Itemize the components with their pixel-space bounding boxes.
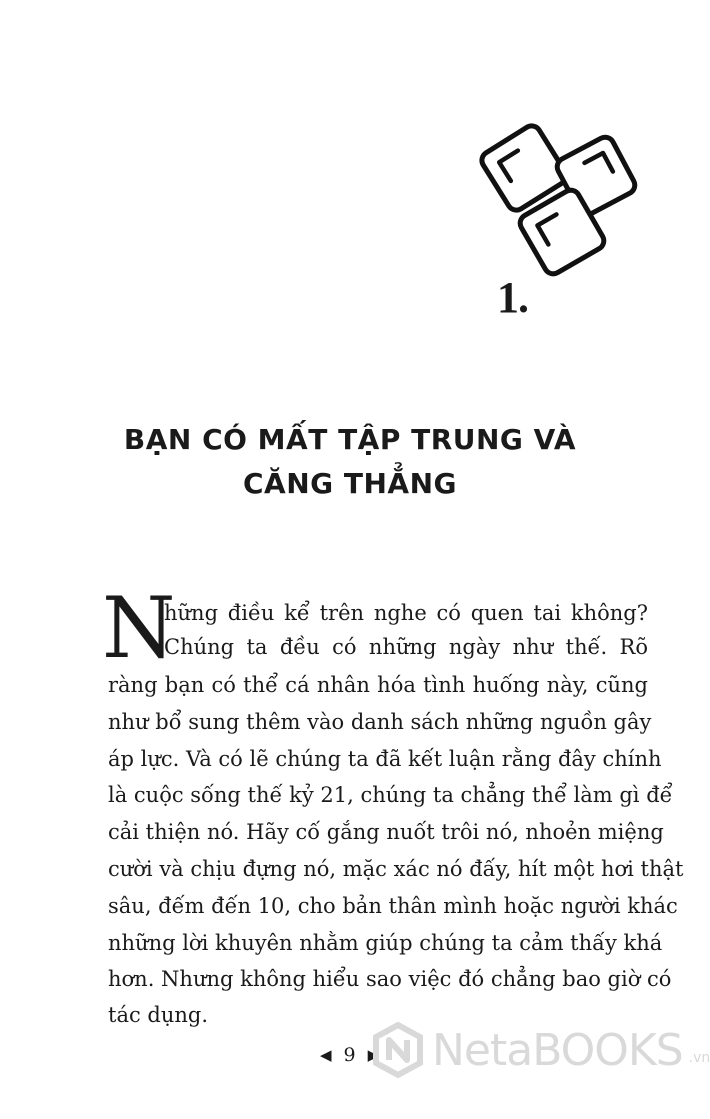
chapter-title-line: BẠN CÓ MẤT TẬP TRUNG VÀ bbox=[123, 423, 577, 456]
netabooks-logo-icon bbox=[367, 1022, 426, 1078]
body-line: những lời khuyên nhằm giúp chúng ta cảm thấy khá bbox=[108, 931, 663, 955]
body-line: áp lực. Và có lẽ chúng ta đã kết luận rằng đây chính bbox=[108, 747, 662, 771]
keyboard-keys-icon bbox=[478, 118, 648, 278]
body-line: Chúng ta đều có những ngày như thế. Rõ bbox=[164, 635, 648, 659]
prev-triangle-icon: ◀ bbox=[320, 1046, 332, 1064]
body-line: như bổ sung thêm vào danh sách những nguồn gây bbox=[108, 710, 652, 734]
chapter-title bbox=[0, 418, 700, 506]
chapter-number: 1. bbox=[497, 273, 528, 322]
drop-cap: N bbox=[102, 579, 176, 677]
watermark-suffix: .vn bbox=[688, 1050, 710, 1066]
body-line: là cuộc sống thế kỷ 21, chúng ta chẳng thể làm gì để bbox=[108, 783, 673, 807]
chapter-title-line: CĂNG THẲNG bbox=[242, 467, 457, 500]
body-line: ràng bạn có thể cá nhân hóa tình huống này, cũng bbox=[108, 673, 648, 697]
body-line: tác dụng. bbox=[108, 1003, 209, 1027]
watermark-text: NetaBOOKS bbox=[432, 1024, 683, 1076]
body-line: hững điều kể trên nghe có quen tai không? bbox=[164, 601, 648, 625]
body-line: cải thiện nó. Hãy cố gắng nuốt trôi nó, nhoẻn miệng bbox=[108, 820, 664, 844]
body-line: cười và chịu đựng nó, mặc xác nó đấy, hít một hơi thật bbox=[108, 857, 684, 881]
next-triangle-icon: ▶ bbox=[367, 1046, 380, 1064]
watermark bbox=[367, 1022, 710, 1078]
body-line: hơn. Nhưng không hiểu sao việc đó chẳng bao giờ có bbox=[108, 967, 672, 991]
page-number: 9 bbox=[343, 1044, 356, 1066]
body-line: sâu, đếm đến 10, cho bản thân mình hoặc người khác bbox=[108, 894, 678, 918]
